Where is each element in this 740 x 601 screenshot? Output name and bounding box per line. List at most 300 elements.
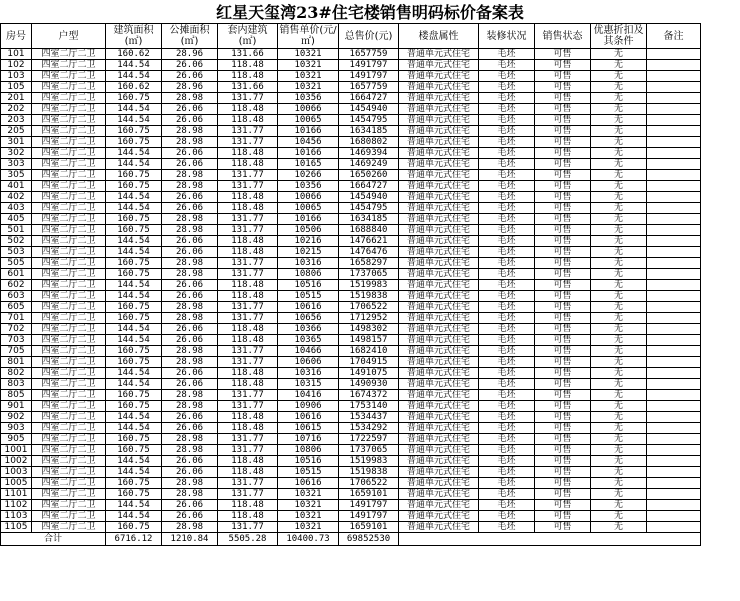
cell-col-total-price[interactable]: 1674372 — [339, 390, 399, 401]
cell-col-room[interactable]: 701 — [1, 313, 32, 324]
cell-col-remark[interactable] — [647, 324, 701, 335]
cell-col-property-type[interactable]: 普通单元式住宅 — [399, 434, 479, 445]
cell-col-room[interactable]: 505 — [1, 258, 32, 269]
cell-col-property-type[interactable]: 普通单元式住宅 — [399, 489, 479, 500]
cell-col-building-area[interactable]: 144.54 — [106, 511, 162, 522]
cell-col-inner-area[interactable]: 118.48 — [218, 247, 278, 258]
cell-col-total-price[interactable]: 1454795 — [339, 203, 399, 214]
cell-col-property-type[interactable]: 普通单元式住宅 — [399, 126, 479, 137]
cell-col-sale-status[interactable]: 可售 — [535, 93, 591, 104]
cell-col-shared-area[interactable]: 26.06 — [162, 291, 218, 302]
cell-col-remark[interactable] — [647, 489, 701, 500]
cell-col-building-area[interactable]: 144.54 — [106, 247, 162, 258]
cell-col-sale-status[interactable]: 可售 — [535, 126, 591, 137]
cell-col-total-price[interactable]: 1491797 — [339, 500, 399, 511]
cell-col-remark[interactable] — [647, 368, 701, 379]
cell-col-total-price[interactable]: 1498157 — [339, 335, 399, 346]
cell-col-unit-price[interactable]: 10316 — [278, 258, 339, 269]
cell-col-total-price[interactable]: 1659101 — [339, 489, 399, 500]
cell-col-property-type[interactable]: 普通单元式住宅 — [399, 203, 479, 214]
cell-col-room[interactable]: 403 — [1, 203, 32, 214]
cell-col-shared-area[interactable]: 26.06 — [162, 247, 218, 258]
cell-col-shared-area[interactable]: 28.98 — [162, 302, 218, 313]
cell-col-shared-area[interactable]: 28.98 — [162, 522, 218, 533]
cell-col-decoration[interactable]: 毛坯 — [479, 225, 535, 236]
cell-col-property-type[interactable]: 普通单元式住宅 — [399, 500, 479, 511]
cell-col-property-type[interactable]: 普通单元式住宅 — [399, 181, 479, 192]
cell-col-layout[interactable]: 四室二厅二卫 — [32, 522, 106, 533]
cell-col-layout[interactable]: 四室二厅二卫 — [32, 159, 106, 170]
cell-col-shared-area[interactable]: 28.98 — [162, 401, 218, 412]
cell-col-discount[interactable]: 无 — [591, 379, 647, 390]
cell-col-shared-area[interactable]: 28.98 — [162, 478, 218, 489]
cell-col-remark[interactable] — [647, 170, 701, 181]
cell-col-unit-price[interactable]: 10606 — [278, 357, 339, 368]
cell-col-decoration[interactable]: 毛坯 — [479, 346, 535, 357]
cell-col-shared-area[interactable]: 28.98 — [162, 489, 218, 500]
cell-col-room[interactable]: 601 — [1, 269, 32, 280]
cell-col-inner-area[interactable]: 131.77 — [218, 126, 278, 137]
cell-col-building-area[interactable]: 144.54 — [106, 324, 162, 335]
cell-col-unit-price[interactable]: 10266 — [278, 170, 339, 181]
cell-col-layout[interactable]: 四室二厅二卫 — [32, 258, 106, 269]
cell-col-property-type[interactable]: 普通单元式住宅 — [399, 93, 479, 104]
cell-col-building-area[interactable]: 144.54 — [106, 500, 162, 511]
cell-col-sale-status[interactable]: 可售 — [535, 346, 591, 357]
cell-col-decoration[interactable]: 毛坯 — [479, 137, 535, 148]
cell-col-building-area[interactable]: 144.54 — [106, 423, 162, 434]
cell-col-layout[interactable]: 四室二厅二卫 — [32, 71, 106, 82]
cell-col-unit-price[interactable]: 10616 — [278, 302, 339, 313]
cell-col-room[interactable]: 105 — [1, 82, 32, 93]
cell-col-layout[interactable]: 四室二厅二卫 — [32, 192, 106, 203]
cell-col-decoration[interactable]: 毛坯 — [479, 126, 535, 137]
cell-col-sale-status[interactable]: 可售 — [535, 357, 591, 368]
cell-col-decoration[interactable]: 毛坯 — [479, 423, 535, 434]
cell-col-remark[interactable] — [647, 456, 701, 467]
cell-col-decoration[interactable]: 毛坯 — [479, 170, 535, 181]
cell-col-total-price[interactable]: 1454940 — [339, 192, 399, 203]
cell-col-sale-status[interactable]: 可售 — [535, 423, 591, 434]
cell-col-inner-area[interactable]: 118.48 — [218, 412, 278, 423]
cell-col-unit-price[interactable]: 10456 — [278, 137, 339, 148]
cell-col-discount[interactable]: 无 — [591, 467, 647, 478]
cell-col-building-area[interactable]: 160.75 — [106, 93, 162, 104]
cell-col-room[interactable]: 1101 — [1, 489, 32, 500]
cell-col-inner-area[interactable]: 131.77 — [218, 137, 278, 148]
cell-col-decoration[interactable]: 毛坯 — [479, 236, 535, 247]
cell-col-shared-area[interactable]: 28.98 — [162, 214, 218, 225]
cell-col-shared-area[interactable]: 26.06 — [162, 412, 218, 423]
cell-col-shared-area[interactable]: 26.06 — [162, 203, 218, 214]
cell-col-building-area[interactable]: 160.75 — [106, 170, 162, 181]
cell-col-layout[interactable]: 四室二厅二卫 — [32, 49, 106, 60]
cell-col-total-price[interactable]: 1491797 — [339, 511, 399, 522]
cell-col-property-type[interactable]: 普通单元式住宅 — [399, 280, 479, 291]
cell-col-property-type[interactable]: 普通单元式住宅 — [399, 225, 479, 236]
cell-col-unit-price[interactable]: 10806 — [278, 269, 339, 280]
cell-col-property-type[interactable]: 普通单元式住宅 — [399, 390, 479, 401]
cell-col-remark[interactable] — [647, 82, 701, 93]
cell-col-unit-price[interactable]: 10615 — [278, 423, 339, 434]
cell-col-discount[interactable]: 无 — [591, 335, 647, 346]
cell-col-sale-status[interactable]: 可售 — [535, 412, 591, 423]
cell-col-discount[interactable]: 无 — [591, 49, 647, 60]
cell-col-room[interactable]: 1001 — [1, 445, 32, 456]
cell-col-room[interactable]: 805 — [1, 390, 32, 401]
cell-col-remark[interactable] — [647, 445, 701, 456]
cell-col-room[interactable]: 401 — [1, 181, 32, 192]
cell-col-decoration[interactable]: 毛坯 — [479, 280, 535, 291]
cell-col-room[interactable]: 602 — [1, 280, 32, 291]
cell-col-unit-price[interactable]: 10066 — [278, 192, 339, 203]
cell-col-remark[interactable] — [647, 478, 701, 489]
cell-col-sale-status[interactable]: 可售 — [535, 192, 591, 203]
cell-col-property-type[interactable]: 普通单元式住宅 — [399, 60, 479, 71]
cell-col-sale-status[interactable]: 可售 — [535, 225, 591, 236]
cell-col-total-price[interactable]: 1469249 — [339, 159, 399, 170]
cell-col-shared-area[interactable]: 28.98 — [162, 313, 218, 324]
cell-col-discount[interactable]: 无 — [591, 302, 647, 313]
cell-col-unit-price[interactable]: 10321 — [278, 82, 339, 93]
cell-col-layout[interactable]: 四室二厅二卫 — [32, 324, 106, 335]
cell-col-discount[interactable]: 无 — [591, 357, 647, 368]
cell-col-remark[interactable] — [647, 258, 701, 269]
cell-col-room[interactable]: 503 — [1, 247, 32, 258]
cell-col-layout[interactable]: 四室二厅二卫 — [32, 269, 106, 280]
cell-col-unit-price[interactable]: 10616 — [278, 478, 339, 489]
cell-col-unit-price[interactable]: 10321 — [278, 60, 339, 71]
cell-col-sale-status[interactable]: 可售 — [535, 390, 591, 401]
cell-col-unit-price[interactable]: 10216 — [278, 236, 339, 247]
cell-col-inner-area[interactable]: 118.48 — [218, 324, 278, 335]
cell-col-sale-status[interactable]: 可售 — [535, 401, 591, 412]
cell-col-property-type[interactable]: 普通单元式住宅 — [399, 49, 479, 60]
cell-col-inner-area[interactable]: 118.48 — [218, 423, 278, 434]
cell-col-decoration[interactable]: 毛坯 — [479, 313, 535, 324]
cell-col-inner-area[interactable]: 131.66 — [218, 49, 278, 60]
cell-col-remark[interactable] — [647, 357, 701, 368]
cell-col-decoration[interactable]: 毛坯 — [479, 148, 535, 159]
cell-col-layout[interactable]: 四室二厅二卫 — [32, 423, 106, 434]
cell-col-building-area[interactable]: 160.75 — [106, 346, 162, 357]
cell-col-remark[interactable] — [647, 60, 701, 71]
cell-col-discount[interactable]: 无 — [591, 489, 647, 500]
cell-col-decoration[interactable]: 毛坯 — [479, 82, 535, 93]
cell-col-decoration[interactable]: 毛坯 — [479, 478, 535, 489]
cell-col-building-area[interactable]: 160.75 — [106, 258, 162, 269]
cell-col-room[interactable]: 605 — [1, 302, 32, 313]
cell-col-layout[interactable]: 四室二厅二卫 — [32, 60, 106, 71]
cell-col-layout[interactable]: 四室二厅二卫 — [32, 335, 106, 346]
cell-col-inner-area[interactable]: 131.77 — [218, 225, 278, 236]
cell-col-building-area[interactable]: 144.54 — [106, 291, 162, 302]
cell-col-shared-area[interactable]: 26.06 — [162, 104, 218, 115]
cell-col-inner-area[interactable]: 118.48 — [218, 368, 278, 379]
cell-col-property-type[interactable]: 普通单元式住宅 — [399, 368, 479, 379]
cell-col-decoration[interactable]: 毛坯 — [479, 412, 535, 423]
cell-col-building-area[interactable]: 144.54 — [106, 203, 162, 214]
cell-col-sale-status[interactable]: 可售 — [535, 467, 591, 478]
cell-col-unit-price[interactable]: 10066 — [278, 104, 339, 115]
cell-col-building-area[interactable]: 160.75 — [106, 489, 162, 500]
cell-col-shared-area[interactable]: 28.98 — [162, 390, 218, 401]
cell-col-shared-area[interactable]: 26.06 — [162, 115, 218, 126]
cell-col-property-type[interactable]: 普通单元式住宅 — [399, 335, 479, 346]
cell-col-layout[interactable]: 四室二厅二卫 — [32, 489, 106, 500]
cell-col-layout[interactable]: 四室二厅二卫 — [32, 412, 106, 423]
cell-col-property-type[interactable]: 普通单元式住宅 — [399, 379, 479, 390]
cell-col-inner-area[interactable]: 131.77 — [218, 214, 278, 225]
cell-col-decoration[interactable]: 毛坯 — [479, 302, 535, 313]
cell-col-shared-area[interactable]: 26.06 — [162, 60, 218, 71]
cell-col-room[interactable]: 302 — [1, 148, 32, 159]
total-price[interactable]: 69852530 — [339, 533, 399, 546]
cell-col-sale-status[interactable]: 可售 — [535, 49, 591, 60]
cell-col-sale-status[interactable]: 可售 — [535, 489, 591, 500]
cell-col-sale-status[interactable]: 可售 — [535, 60, 591, 71]
cell-col-shared-area[interactable]: 26.06 — [162, 280, 218, 291]
cell-col-total-price[interactable]: 1664727 — [339, 93, 399, 104]
cell-col-layout[interactable]: 四室二厅二卫 — [32, 390, 106, 401]
cell-col-unit-price[interactable]: 10321 — [278, 511, 339, 522]
cell-col-shared-area[interactable]: 26.06 — [162, 236, 218, 247]
cell-col-total-price[interactable]: 1476621 — [339, 236, 399, 247]
cell-col-layout[interactable]: 四室二厅二卫 — [32, 137, 106, 148]
cell-col-unit-price[interactable]: 10906 — [278, 401, 339, 412]
cell-col-decoration[interactable]: 毛坯 — [479, 71, 535, 82]
cell-col-layout[interactable]: 四室二厅二卫 — [32, 93, 106, 104]
cell-col-building-area[interactable]: 160.62 — [106, 49, 162, 60]
cell-col-room[interactable]: 305 — [1, 170, 32, 181]
cell-col-total-price[interactable]: 1454795 — [339, 115, 399, 126]
cell-col-shared-area[interactable]: 26.06 — [162, 335, 218, 346]
cell-col-decoration[interactable]: 毛坯 — [479, 247, 535, 258]
total-inner-area[interactable]: 5505.28 — [218, 533, 278, 546]
cell-col-unit-price[interactable]: 10365 — [278, 335, 339, 346]
cell-col-unit-price[interactable]: 10516 — [278, 280, 339, 291]
cell-col-building-area[interactable]: 160.75 — [106, 445, 162, 456]
cell-col-sale-status[interactable]: 可售 — [535, 478, 591, 489]
cell-col-discount[interactable]: 无 — [591, 313, 647, 324]
cell-col-sale-status[interactable]: 可售 — [535, 379, 591, 390]
cell-col-decoration[interactable]: 毛坯 — [479, 181, 535, 192]
total-label[interactable]: 合计 — [1, 533, 106, 546]
cell-col-property-type[interactable]: 普通单元式住宅 — [399, 456, 479, 467]
cell-col-room[interactable]: 205 — [1, 126, 32, 137]
cell-col-shared-area[interactable]: 28.96 — [162, 49, 218, 60]
cell-col-room[interactable]: 102 — [1, 60, 32, 71]
cell-col-discount[interactable]: 无 — [591, 291, 647, 302]
cell-col-decoration[interactable]: 毛坯 — [479, 357, 535, 368]
cell-col-layout[interactable]: 四室二厅二卫 — [32, 379, 106, 390]
cell-col-unit-price[interactable]: 10516 — [278, 456, 339, 467]
cell-col-discount[interactable]: 无 — [591, 500, 647, 511]
cell-col-building-area[interactable]: 144.54 — [106, 148, 162, 159]
cell-col-remark[interactable] — [647, 93, 701, 104]
cell-col-property-type[interactable]: 普通单元式住宅 — [399, 137, 479, 148]
cell-col-property-type[interactable]: 普通单元式住宅 — [399, 478, 479, 489]
cell-col-unit-price[interactable]: 10165 — [278, 159, 339, 170]
cell-col-decoration[interactable]: 毛坯 — [479, 214, 535, 225]
cell-col-building-area[interactable]: 144.54 — [106, 412, 162, 423]
cell-col-discount[interactable]: 无 — [591, 159, 647, 170]
cell-col-unit-price[interactable]: 10466 — [278, 346, 339, 357]
cell-col-total-price[interactable]: 1490930 — [339, 379, 399, 390]
cell-col-unit-price[interactable]: 10166 — [278, 148, 339, 159]
cell-col-inner-area[interactable]: 118.48 — [218, 104, 278, 115]
cell-col-property-type[interactable]: 普通单元式住宅 — [399, 522, 479, 533]
cell-col-building-area[interactable]: 160.75 — [106, 137, 162, 148]
cell-col-decoration[interactable]: 毛坯 — [479, 269, 535, 280]
cell-col-shared-area[interactable]: 26.06 — [162, 148, 218, 159]
cell-col-shared-area[interactable]: 28.98 — [162, 269, 218, 280]
cell-col-inner-area[interactable]: 131.77 — [218, 346, 278, 357]
cell-col-unit-price[interactable]: 10065 — [278, 115, 339, 126]
cell-col-property-type[interactable]: 普通单元式住宅 — [399, 247, 479, 258]
cell-col-layout[interactable]: 四室二厅二卫 — [32, 104, 106, 115]
cell-col-room[interactable]: 203 — [1, 115, 32, 126]
cell-col-sale-status[interactable]: 可售 — [535, 280, 591, 291]
cell-col-total-price[interactable]: 1519838 — [339, 467, 399, 478]
cell-col-layout[interactable]: 四室二厅二卫 — [32, 170, 106, 181]
cell-col-decoration[interactable]: 毛坯 — [479, 379, 535, 390]
cell-col-remark[interactable] — [647, 126, 701, 137]
cell-col-building-area[interactable]: 144.54 — [106, 467, 162, 478]
cell-col-inner-area[interactable]: 118.48 — [218, 335, 278, 346]
cell-col-layout[interactable]: 四室二厅二卫 — [32, 467, 106, 478]
cell-col-discount[interactable]: 无 — [591, 368, 647, 379]
cell-col-property-type[interactable]: 普通单元式住宅 — [399, 313, 479, 324]
cell-col-layout[interactable]: 四室二厅二卫 — [32, 445, 106, 456]
cell-col-shared-area[interactable]: 28.98 — [162, 434, 218, 445]
cell-col-decoration[interactable]: 毛坯 — [479, 93, 535, 104]
cell-col-remark[interactable] — [647, 390, 701, 401]
cell-col-sale-status[interactable]: 可售 — [535, 456, 591, 467]
cell-col-discount[interactable]: 无 — [591, 214, 647, 225]
cell-col-shared-area[interactable]: 26.06 — [162, 467, 218, 478]
cell-col-total-price[interactable]: 1634185 — [339, 214, 399, 225]
cell-col-total-price[interactable]: 1491797 — [339, 71, 399, 82]
cell-col-unit-price[interactable]: 10321 — [278, 489, 339, 500]
cell-col-unit-price[interactable]: 10506 — [278, 225, 339, 236]
cell-col-inner-area[interactable]: 131.77 — [218, 170, 278, 181]
cell-col-remark[interactable] — [647, 313, 701, 324]
cell-col-total-price[interactable]: 1498302 — [339, 324, 399, 335]
cell-col-remark[interactable] — [647, 269, 701, 280]
cell-col-discount[interactable]: 无 — [591, 148, 647, 159]
cell-col-discount[interactable]: 无 — [591, 390, 647, 401]
cell-col-total-price[interactable]: 1664727 — [339, 181, 399, 192]
cell-col-room[interactable]: 303 — [1, 159, 32, 170]
cell-col-discount[interactable]: 无 — [591, 181, 647, 192]
cell-col-total-price[interactable]: 1737065 — [339, 269, 399, 280]
cell-col-inner-area[interactable]: 131.77 — [218, 445, 278, 456]
cell-col-layout[interactable]: 四室二厅二卫 — [32, 302, 106, 313]
cell-col-sale-status[interactable]: 可售 — [535, 511, 591, 522]
cell-col-shared-area[interactable]: 28.98 — [162, 181, 218, 192]
cell-col-inner-area[interactable]: 118.48 — [218, 379, 278, 390]
cell-col-total-price[interactable]: 1519983 — [339, 456, 399, 467]
cell-col-property-type[interactable]: 普通单元式住宅 — [399, 159, 479, 170]
cell-col-building-area[interactable]: 160.75 — [106, 214, 162, 225]
cell-col-layout[interactable]: 四室二厅二卫 — [32, 456, 106, 467]
cell-col-sale-status[interactable]: 可售 — [535, 368, 591, 379]
cell-col-total-price[interactable]: 1476476 — [339, 247, 399, 258]
cell-col-layout[interactable]: 四室二厅二卫 — [32, 357, 106, 368]
cell-col-unit-price[interactable]: 10321 — [278, 500, 339, 511]
cell-col-remark[interactable] — [647, 500, 701, 511]
cell-col-decoration[interactable]: 毛坯 — [479, 291, 535, 302]
cell-col-inner-area[interactable]: 131.77 — [218, 522, 278, 533]
cell-col-room[interactable]: 705 — [1, 346, 32, 357]
cell-col-shared-area[interactable]: 26.06 — [162, 456, 218, 467]
cell-col-sale-status[interactable]: 可售 — [535, 159, 591, 170]
cell-col-room[interactable]: 702 — [1, 324, 32, 335]
cell-col-discount[interactable]: 无 — [591, 236, 647, 247]
total-unit-price[interactable]: 10400.73 — [278, 533, 339, 546]
cell-col-total-price[interactable]: 1534437 — [339, 412, 399, 423]
cell-col-shared-area[interactable]: 28.98 — [162, 346, 218, 357]
cell-col-property-type[interactable]: 普通单元式住宅 — [399, 401, 479, 412]
cell-col-total-price[interactable]: 1491797 — [339, 60, 399, 71]
cell-col-shared-area[interactable]: 28.98 — [162, 357, 218, 368]
cell-col-sale-status[interactable]: 可售 — [535, 258, 591, 269]
cell-col-total-price[interactable]: 1706522 — [339, 478, 399, 489]
cell-col-layout[interactable]: 四室二厅二卫 — [32, 203, 106, 214]
cell-col-inner-area[interactable]: 118.48 — [218, 280, 278, 291]
cell-col-shared-area[interactable]: 26.06 — [162, 368, 218, 379]
cell-col-inner-area[interactable]: 118.48 — [218, 60, 278, 71]
cell-col-property-type[interactable]: 普通单元式住宅 — [399, 170, 479, 181]
cell-col-building-area[interactable]: 160.75 — [106, 302, 162, 313]
cell-col-decoration[interactable]: 毛坯 — [479, 390, 535, 401]
cell-col-remark[interactable] — [647, 137, 701, 148]
cell-col-room[interactable]: 603 — [1, 291, 32, 302]
cell-col-unit-price[interactable]: 10315 — [278, 379, 339, 390]
cell-col-layout[interactable]: 四室二厅二卫 — [32, 478, 106, 489]
cell-col-property-type[interactable]: 普通单元式住宅 — [399, 423, 479, 434]
cell-col-room[interactable]: 1103 — [1, 511, 32, 522]
cell-col-inner-area[interactable]: 118.48 — [218, 236, 278, 247]
cell-col-discount[interactable]: 无 — [591, 269, 647, 280]
cell-col-property-type[interactable]: 普通单元式住宅 — [399, 324, 479, 335]
cell-col-remark[interactable] — [647, 401, 701, 412]
cell-col-total-price[interactable]: 1519838 — [339, 291, 399, 302]
cell-col-property-type[interactable]: 普通单元式住宅 — [399, 71, 479, 82]
total-building-area[interactable]: 6716.12 — [106, 533, 162, 546]
cell-col-sale-status[interactable]: 可售 — [535, 82, 591, 93]
cell-col-property-type[interactable]: 普通单元式住宅 — [399, 511, 479, 522]
cell-col-inner-area[interactable]: 118.48 — [218, 192, 278, 203]
cell-col-sale-status[interactable]: 可售 — [535, 291, 591, 302]
cell-col-building-area[interactable]: 160.75 — [106, 390, 162, 401]
cell-col-shared-area[interactable]: 28.96 — [162, 82, 218, 93]
cell-col-sale-status[interactable]: 可售 — [535, 434, 591, 445]
cell-col-discount[interactable]: 无 — [591, 401, 647, 412]
cell-col-building-area[interactable]: 144.54 — [106, 104, 162, 115]
cell-col-layout[interactable]: 四室二厅二卫 — [32, 181, 106, 192]
cell-col-sale-status[interactable]: 可售 — [535, 269, 591, 280]
cell-col-discount[interactable]: 无 — [591, 522, 647, 533]
cell-col-property-type[interactable]: 普通单元式住宅 — [399, 357, 479, 368]
cell-col-discount[interactable]: 无 — [591, 170, 647, 181]
cell-col-unit-price[interactable]: 10215 — [278, 247, 339, 258]
cell-col-sale-status[interactable]: 可售 — [535, 170, 591, 181]
cell-col-decoration[interactable]: 毛坯 — [479, 500, 535, 511]
cell-col-room[interactable]: 301 — [1, 137, 32, 148]
cell-col-total-price[interactable]: 1682410 — [339, 346, 399, 357]
